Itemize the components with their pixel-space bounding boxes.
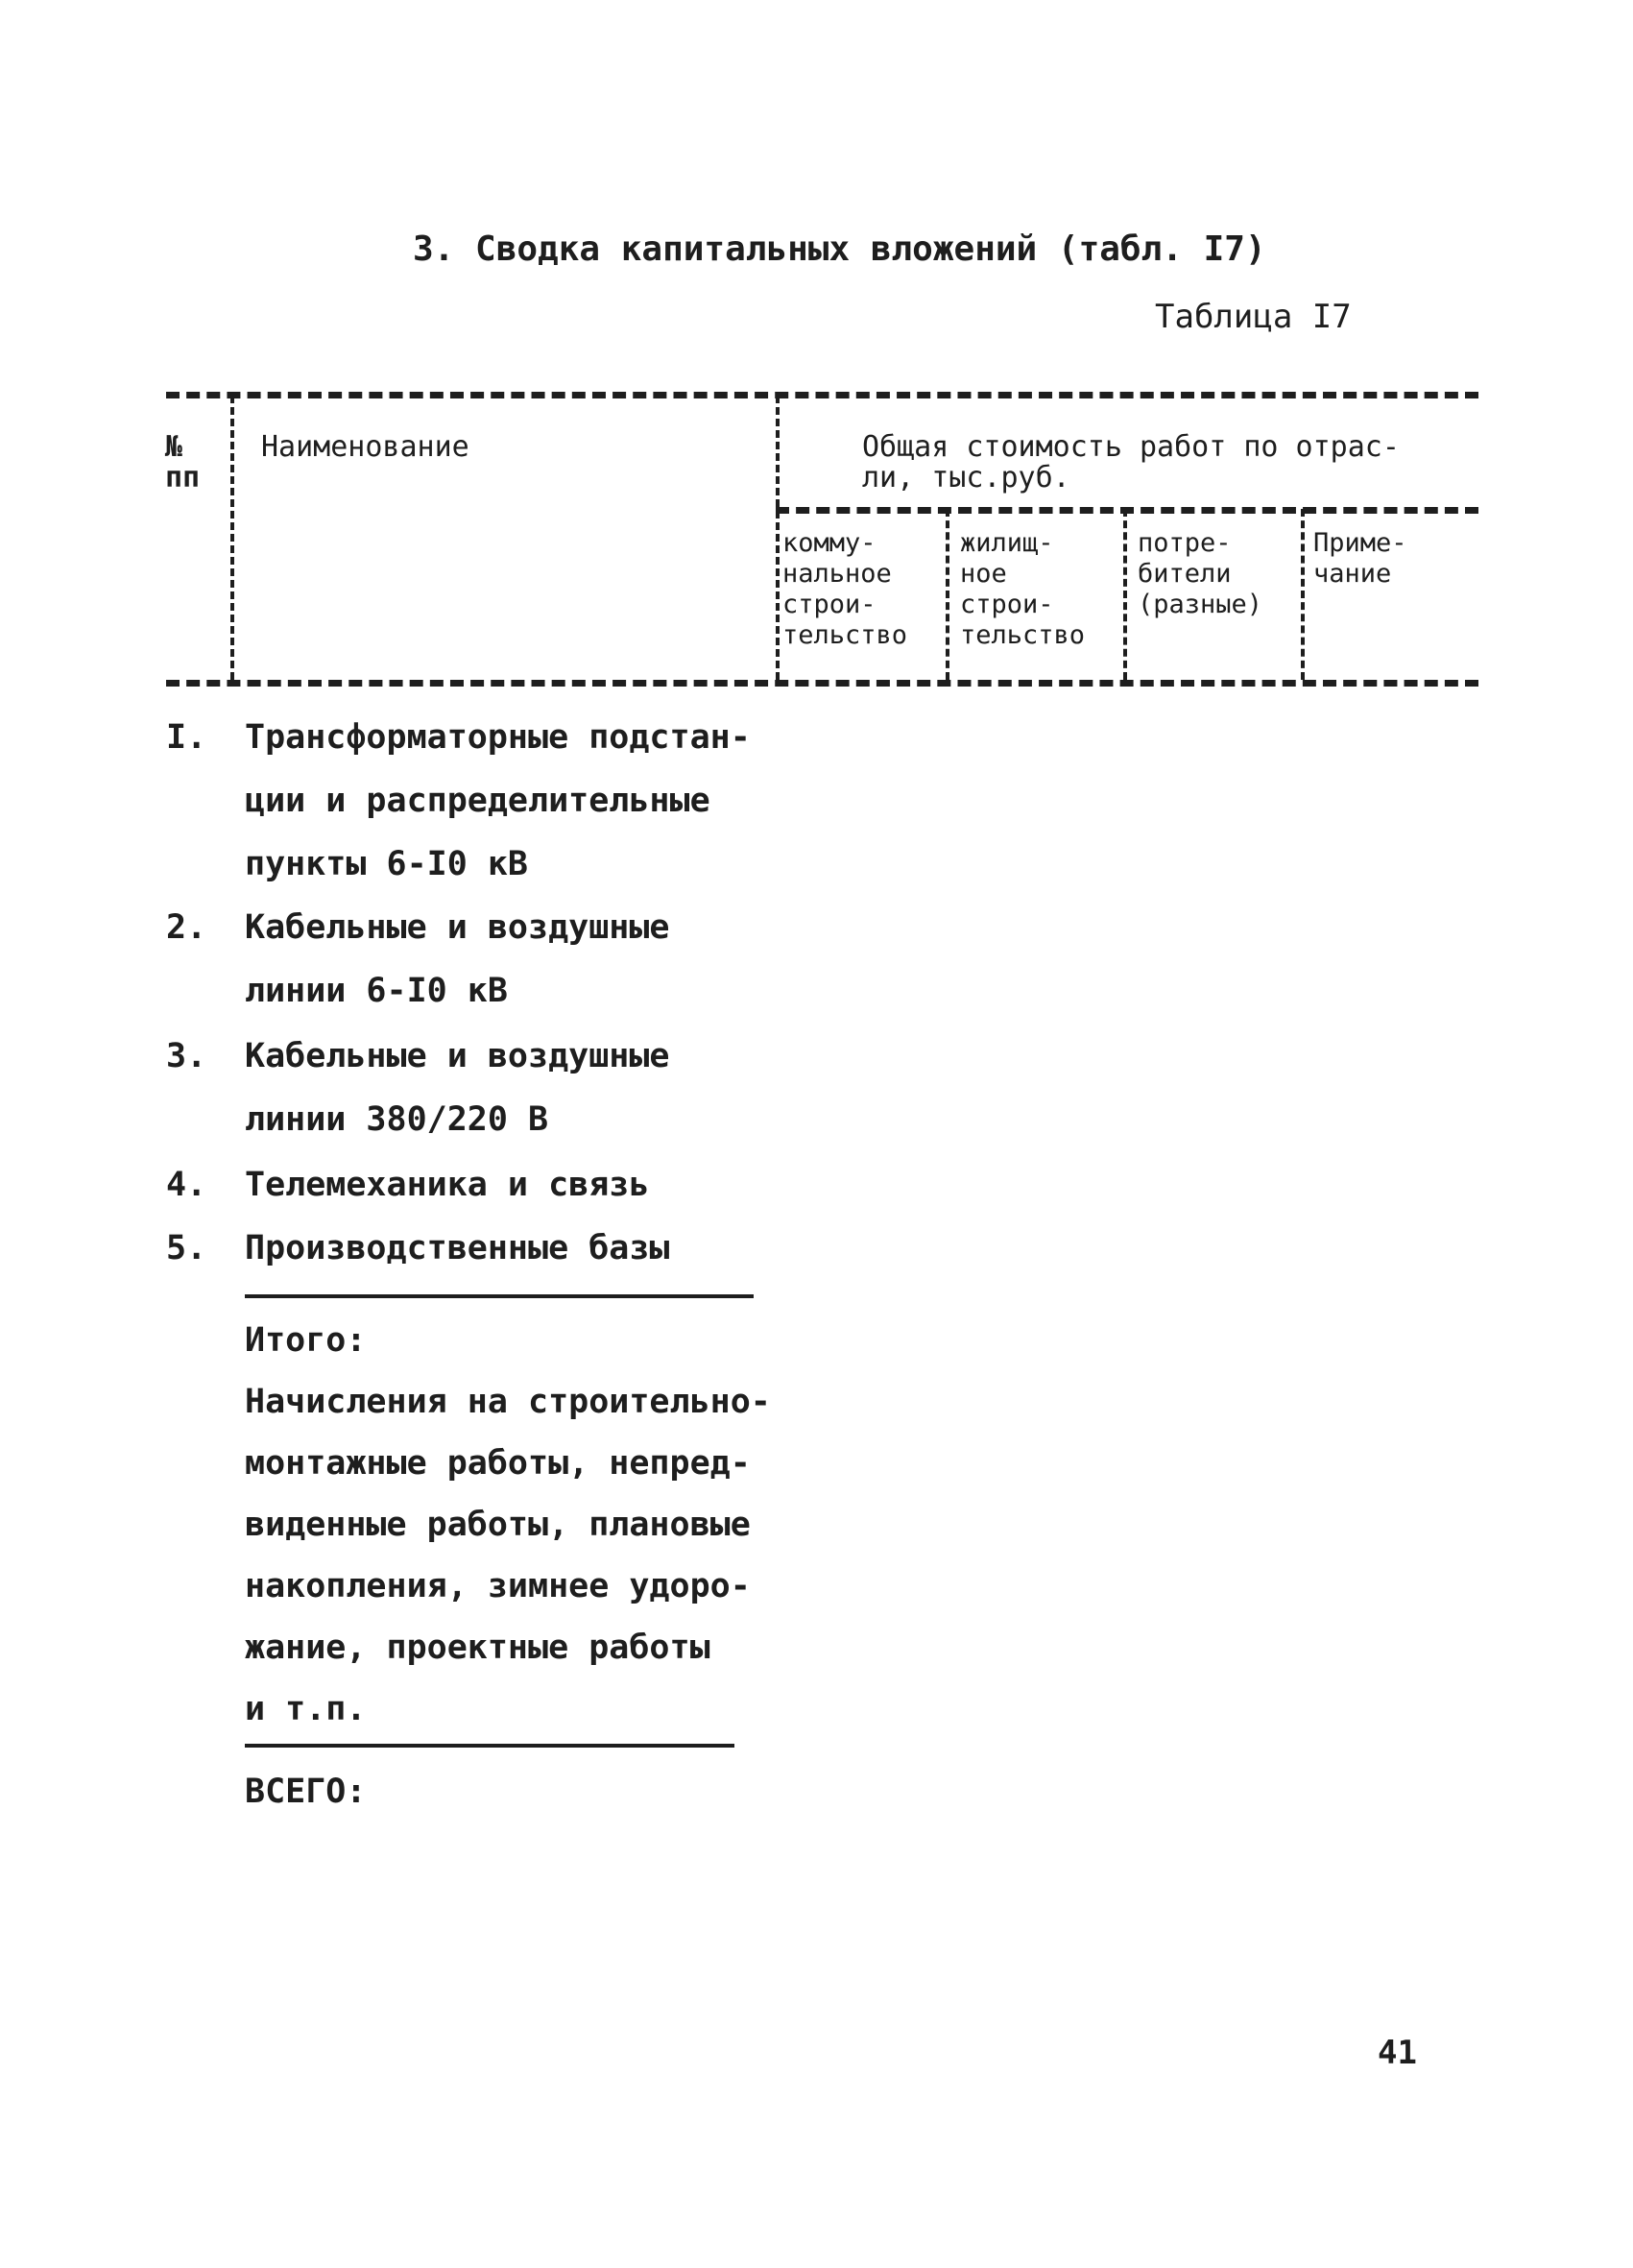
itogo-label: Итого: bbox=[245, 1321, 367, 1360]
header-sub-communal: комму- нальное строи- тельство bbox=[782, 528, 908, 650]
col-divider-4 bbox=[1123, 509, 1127, 680]
row-1-num: I. bbox=[166, 718, 207, 757]
page-number: 41 bbox=[1378, 2034, 1417, 2072]
header-cost-group: Общая стоимость работ по отрас- ли, тыс.руб. bbox=[862, 430, 1400, 495]
header-top-rule bbox=[166, 392, 1478, 398]
vsego-rule bbox=[245, 1744, 734, 1748]
row-4-line-1: Телемеханика и связь bbox=[245, 1166, 650, 1204]
charges-line-1: Начисления на строительно- bbox=[245, 1383, 771, 1421]
charges-line-6: и т.п. bbox=[245, 1690, 367, 1728]
row-2-num: 2. bbox=[166, 908, 207, 947]
header-sub-consumers: потре- бители (разные) bbox=[1138, 528, 1263, 619]
header-name: Наименование bbox=[261, 430, 469, 464]
header-sub-note: Приме- чание bbox=[1313, 528, 1407, 589]
row-4-num: 4. bbox=[166, 1166, 207, 1204]
table-label: Таблица I7 bbox=[1155, 298, 1352, 336]
row-3-line-2: линии 380/220 В bbox=[245, 1100, 549, 1139]
vsego-label: ВСЕГО: bbox=[245, 1773, 367, 1811]
row-3-num: 3. bbox=[166, 1037, 207, 1075]
row-1-line-3: пункты 6-I0 кВ bbox=[245, 845, 529, 883]
charges-line-2: монтажные работы, непред- bbox=[245, 1444, 751, 1483]
header-sub-housing: жилищ- ное строи- тельство bbox=[960, 528, 1086, 650]
header-num: № пп bbox=[165, 430, 201, 495]
row-5-num: 5. bbox=[166, 1229, 207, 1267]
charges-line-5: жание, проектные работы bbox=[245, 1629, 710, 1667]
subheader-rule bbox=[776, 507, 1478, 514]
row-1-line-1: Трансформаторные подстан- bbox=[245, 718, 751, 757]
header-bottom-rule bbox=[166, 680, 1478, 687]
col-divider-3 bbox=[946, 509, 949, 680]
row-3-line-1: Кабельные и воздушные bbox=[245, 1037, 670, 1075]
col-divider-1 bbox=[230, 396, 234, 680]
charges-line-4: накопления, зимнее удоро- bbox=[245, 1567, 751, 1605]
section-title: 3. Сводка капитальных вложений (табл. I7) bbox=[413, 229, 1266, 269]
col-divider-5 bbox=[1301, 509, 1305, 680]
charges-line-3: виденные работы, плановые bbox=[245, 1506, 751, 1544]
itogo-rule bbox=[245, 1294, 754, 1298]
row-1-line-2: ции и распределительные bbox=[245, 782, 710, 820]
row-5-line-1: Производственные базы bbox=[245, 1229, 670, 1267]
row-2-line-2: линии 6-I0 кВ bbox=[245, 972, 508, 1010]
row-2-line-1: Кабельные и воздушные bbox=[245, 908, 670, 947]
col-divider-2 bbox=[776, 396, 780, 680]
